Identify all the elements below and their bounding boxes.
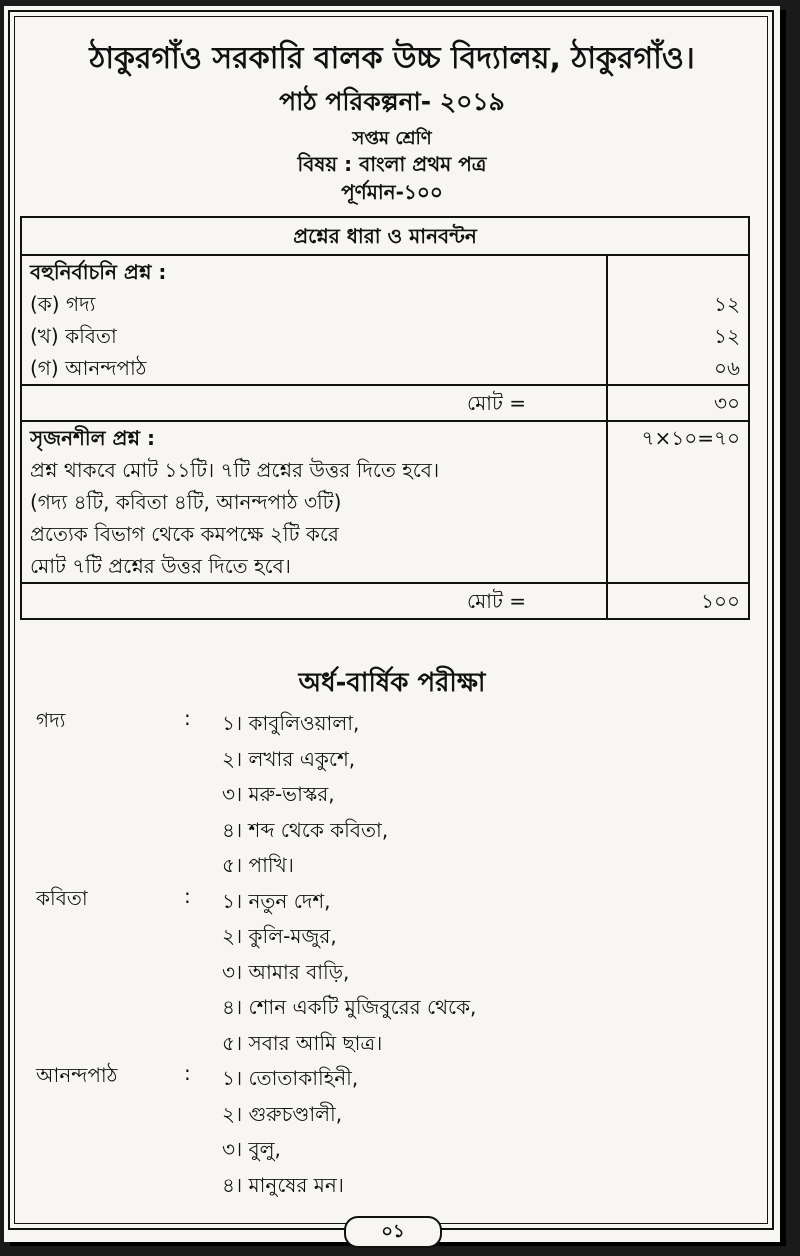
syllabus-item: ১। কাবুলিওয়ালা, bbox=[222, 711, 360, 735]
creative-line: মোট ৭টি প্রশ্নের উত্তর দিতে হবে। bbox=[30, 554, 291, 578]
syllabus-item: ৪। শোন একটি মুজিবুরের থেকে, bbox=[222, 995, 477, 1019]
grand-total-value: ১০০ bbox=[607, 583, 749, 619]
creative-line: (গদ্য ৪টি, কবিতা ৪টি, আনন্দপাঠ ৩টি) bbox=[30, 490, 342, 514]
syllabus-item: ১। তোতাকাহিনী, bbox=[222, 1066, 359, 1090]
mcq-row-value: ১২ bbox=[714, 324, 740, 348]
syllabus-item: ৫। সবার আমি ছাত্র। bbox=[222, 1030, 383, 1055]
section-rapid-reader bbox=[34, 1061, 754, 1203]
mcq-row-label: (গ) আনন্দপাঠ bbox=[30, 356, 147, 380]
mcq-heading: বহুনির্বাচনি প্রশ্ন : bbox=[30, 260, 167, 284]
syllabus-item: ৫। পাখি। bbox=[222, 853, 294, 877]
syllabus-item: ১। নতুন দেশ, bbox=[222, 888, 331, 913]
syllabus bbox=[34, 706, 754, 1203]
syllabus-item: ৩। বুলু, bbox=[222, 1137, 281, 1161]
marks-distribution-table bbox=[20, 216, 750, 620]
creative-value-cell bbox=[607, 421, 749, 583]
mcq-row-label: (খ) কবিতা bbox=[30, 324, 117, 348]
section-poetry bbox=[34, 884, 754, 1062]
creative-line: প্রশ্ন থাকবে মোট ১১টি। ৭টি প্রশ্নের উত্তর দিতে হবে। bbox=[30, 458, 440, 482]
section-name: আনন্দপাঠ bbox=[36, 1063, 118, 1087]
syllabus-item: ৩। আমার বাড়ি, bbox=[222, 959, 350, 984]
syllabus-item: ২। কুলি-মজুর, bbox=[222, 924, 337, 948]
syllabus-item: ৪। শব্দ থেকে কবিতা, bbox=[222, 817, 389, 842]
table-title: প্রশ্নের ধারা ও মানবন্টন bbox=[21, 217, 749, 255]
syllabus-item: ৪। মানুষের মন। bbox=[222, 1172, 344, 1197]
mcq-row-label: (ক) গদ্য bbox=[30, 292, 96, 316]
syllabus-item: ২। গুরুচণ্ডালী, bbox=[222, 1101, 343, 1126]
creative-line: প্রত্যেক বিভাগ থেকে কমপক্ষে ২টি করে bbox=[30, 522, 339, 546]
exam-title: অর্ধ-বার্ষিক পরীক্ষা bbox=[298, 668, 486, 698]
syllabus-item: ২। লখার একুশে, bbox=[222, 746, 356, 771]
document-page bbox=[4, 6, 780, 1242]
school-name: ঠাকুরগাঁও সরকারি বালক উচ্চ বিদ্যালয়, ঠাকুরগাঁও। bbox=[89, 41, 695, 76]
creative-heading: সৃজনশীল প্রশ্ন : bbox=[30, 426, 155, 450]
mcq-total-label: মোট = bbox=[21, 385, 607, 421]
class-label: সপ্তম শ্রেণি bbox=[352, 128, 432, 149]
mcq-row-value: ১২ bbox=[714, 292, 740, 316]
page-number: ০১ bbox=[344, 1216, 442, 1248]
plan-title: পাঠ পরিকল্পনা- ২০১৯ bbox=[279, 87, 505, 116]
grand-total-label: মোট = bbox=[21, 583, 607, 619]
section-name: গদ্য bbox=[36, 708, 66, 732]
mcq-values-cell bbox=[607, 255, 749, 385]
creative-cell bbox=[21, 421, 607, 583]
section-colon: : bbox=[184, 1061, 191, 1085]
section-name: কবিতা bbox=[36, 885, 88, 910]
section-prose bbox=[34, 706, 754, 884]
subject-label: বিষয় : বাংলা প্রথম পত্র bbox=[297, 152, 487, 176]
full-marks-label: পূর্ণমান-১০০ bbox=[341, 180, 443, 204]
mcq-cell bbox=[21, 255, 607, 385]
section-colon: : bbox=[184, 706, 191, 730]
creative-value: ৭×১০=৭০ bbox=[641, 426, 740, 450]
mcq-total-value: ৩০ bbox=[607, 385, 749, 421]
mcq-row-value: ০৬ bbox=[713, 356, 740, 380]
syllabus-item: ৩। মরু-ভাস্কর, bbox=[222, 782, 335, 806]
section-colon: : bbox=[184, 883, 191, 908]
